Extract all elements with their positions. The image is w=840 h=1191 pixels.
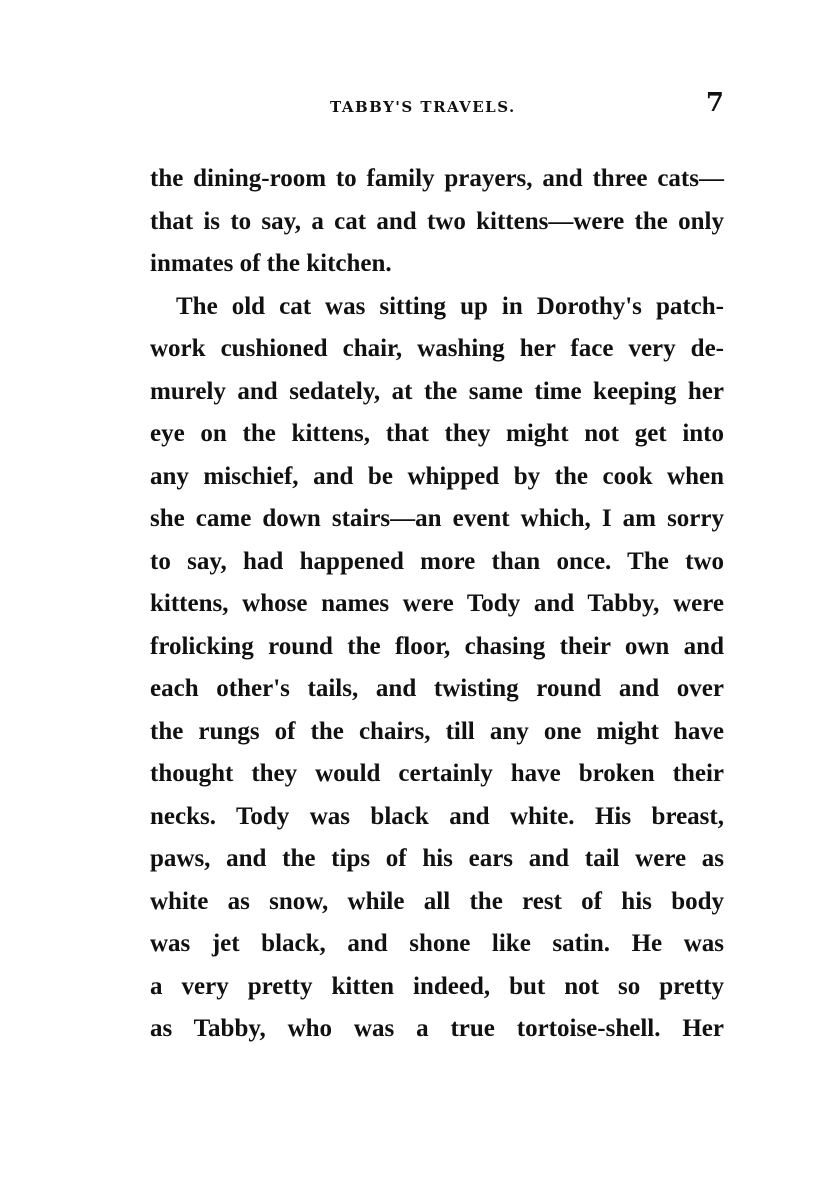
text-line: paws, and the tips of his ears and tail were as	[150, 845, 724, 872]
text-line: the rungs of the chairs, till any one might have	[150, 717, 724, 745]
text-line: kittens, whose names were Tody and Tabby, were	[150, 590, 724, 617]
text-line: murely and sedately, at the same time keeping her	[150, 377, 724, 405]
body-text	[150, 158, 724, 1051]
text-line: thought they would certainly have broken their	[150, 760, 724, 787]
text-line: work cushioned chair, washing her face very de-	[150, 335, 724, 362]
page-number: 7	[705, 88, 724, 118]
text-line: The old cat was sitting up in Dorothy's patch-	[176, 292, 724, 320]
paragraph-1	[150, 158, 724, 286]
text-line: frolicking round the floor, chasing their own and	[150, 632, 724, 660]
text-line: inmates of the kitchen.	[150, 250, 392, 277]
text-line: necks. Tody was black and white. His breast,	[150, 802, 724, 830]
text-line: that is to say, a cat and two kittens—were the only	[150, 207, 724, 235]
text-line: was jet black, and shone like satin. He was	[150, 930, 724, 957]
text-line: the dining-room to family prayers, and three cats—	[150, 165, 724, 192]
text-line: a very pretty kitten indeed, but not so pretty	[150, 972, 724, 1000]
text-line: she came down stairs—an event which, I am sorry	[150, 505, 724, 532]
text-line: each other's tails, and twisting round and over	[150, 675, 724, 702]
paragraph-2	[150, 286, 724, 1051]
running-head	[150, 88, 726, 128]
text-line: eye on the kittens, that they might not get into	[150, 420, 724, 447]
text-line: white as snow, while all the rest of his body	[150, 887, 724, 915]
text-line: as Tabby, who was a true tortoise-shell. Her	[150, 1015, 724, 1042]
text-line: to say, had happened more than once. The two	[150, 547, 724, 575]
running-title: TABBY'S TRAVELS.	[330, 98, 516, 116]
text-line: any mischief, and be whipped by the cook when	[150, 462, 724, 490]
